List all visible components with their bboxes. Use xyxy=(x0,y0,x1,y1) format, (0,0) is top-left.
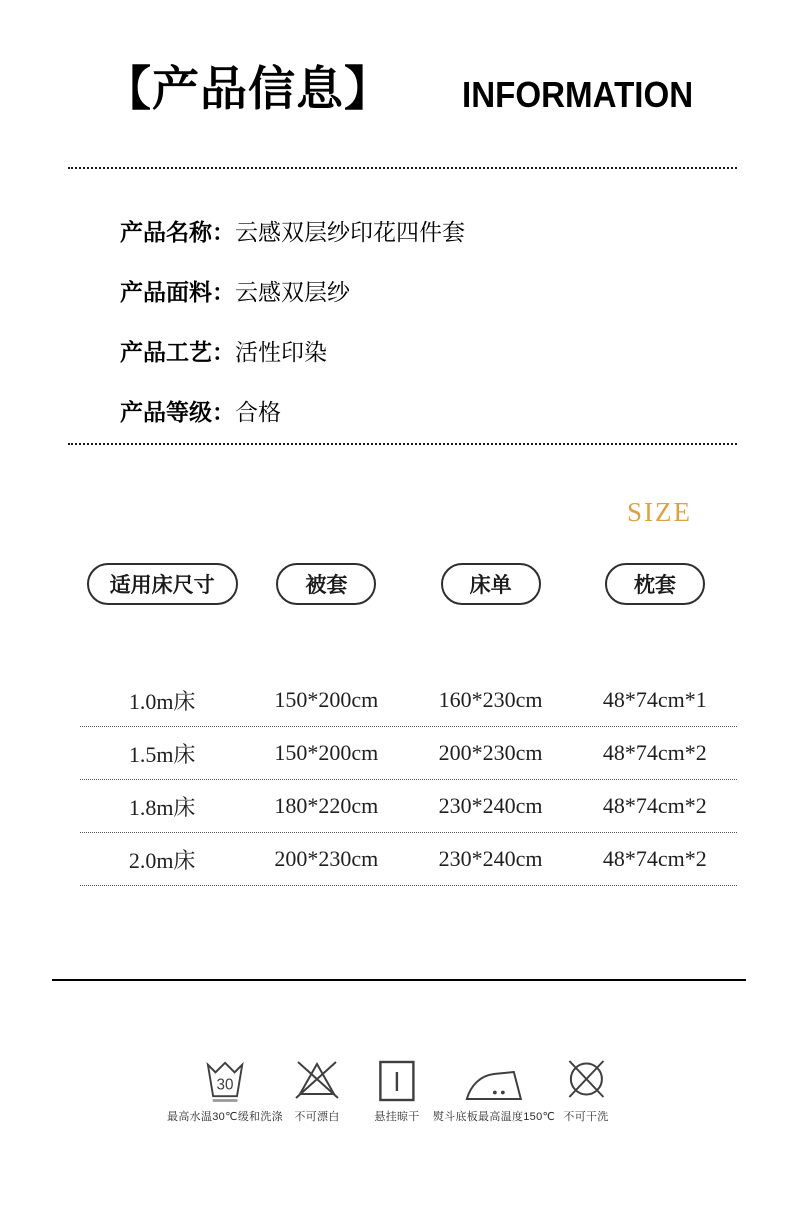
size-heading: SIZE xyxy=(627,497,692,527)
table-row xyxy=(80,780,737,833)
page-subtitle-en: INFORMATION xyxy=(462,74,694,115)
wash-30-icon xyxy=(204,1054,246,1102)
table-row xyxy=(80,674,737,727)
detail-label: 产品工艺： xyxy=(120,339,235,365)
cell-sheet: 200*230cm xyxy=(438,740,543,765)
detail-row-fabric xyxy=(120,274,465,307)
care-item-hang-dry xyxy=(374,1054,419,1124)
cell-pillow: 48*74cm*1 xyxy=(602,687,707,712)
care-label: 不可干洗 xyxy=(563,1111,609,1123)
cell-duvet: 150*200cm xyxy=(274,740,379,765)
detail-label: 产品名称： xyxy=(120,219,235,245)
detail-value: 合格 xyxy=(235,399,281,425)
column-pill-duvet-cover: 被套 xyxy=(276,563,376,605)
svg-text:30: 30 xyxy=(216,1076,234,1094)
detail-row-name xyxy=(120,214,465,247)
care-item-no-dry-clean xyxy=(563,1054,608,1124)
cell-duvet: 200*230cm xyxy=(274,846,379,871)
detail-row-grade xyxy=(120,394,465,427)
cell-duvet: 150*200cm xyxy=(274,687,379,712)
cell-bed: 1.8m床 xyxy=(128,794,196,820)
cell-bed: 1.0m床 xyxy=(128,688,196,714)
care-item-iron xyxy=(433,1054,555,1124)
detail-value: 活性印染 xyxy=(235,339,327,365)
cell-duvet: 180*220cm xyxy=(274,793,379,818)
detail-label: 产品面料： xyxy=(120,279,235,305)
product-details xyxy=(120,214,465,454)
care-item-wash xyxy=(167,1054,283,1124)
care-label: 熨斗底板最高温度150℃ xyxy=(432,1111,556,1123)
hang-dry-icon xyxy=(378,1054,415,1102)
care-label: 最高水温30℃缓和洗涤 xyxy=(167,1111,283,1123)
details-divider xyxy=(68,443,737,445)
cell-sheet: 230*240cm xyxy=(438,793,543,818)
no-dry-clean-icon xyxy=(564,1054,608,1102)
detail-label: 产品等级： xyxy=(120,399,235,425)
header-divider xyxy=(68,167,737,169)
size-rows xyxy=(80,674,737,886)
size-table xyxy=(80,563,737,886)
care-label: 不可漂白 xyxy=(294,1111,340,1123)
table-row xyxy=(80,833,737,886)
column-pill-sheet: 床单 xyxy=(441,563,541,605)
no-bleach-icon xyxy=(294,1054,340,1102)
care-item-no-bleach xyxy=(294,1054,340,1124)
column-pill-bed-size: 适用床尺寸 xyxy=(87,563,238,605)
cell-sheet: 230*240cm xyxy=(438,846,543,871)
care-label: 悬挂晾干 xyxy=(374,1111,420,1123)
page-title: 【产品信息】 xyxy=(104,62,392,115)
cell-bed: 2.0m床 xyxy=(128,847,196,873)
table-row xyxy=(80,727,737,780)
detail-value: 云感双层纱 xyxy=(235,279,350,305)
cell-pillow: 48*74cm*2 xyxy=(602,740,707,765)
size-table-header xyxy=(80,563,737,605)
cell-bed: 1.5m床 xyxy=(128,741,196,767)
cell-pillow: 48*74cm*2 xyxy=(602,846,707,871)
column-pill-pillowcase: 枕套 xyxy=(605,563,705,605)
section-divider xyxy=(52,979,746,981)
detail-row-craft xyxy=(120,334,465,367)
detail-value: 云感双层纱印花四件套 xyxy=(235,219,465,245)
cell-sheet: 160*230cm xyxy=(438,687,543,712)
cell-pillow: 48*74cm*2 xyxy=(602,793,707,818)
iron-150-icon xyxy=(465,1054,523,1102)
